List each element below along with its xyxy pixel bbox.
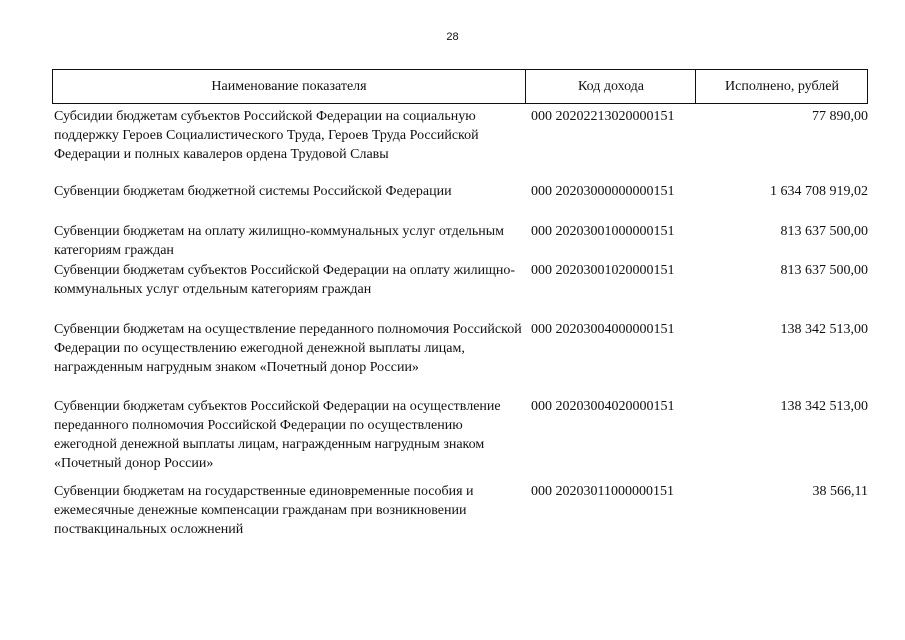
row-amount: 813 637 500,00 bbox=[780, 224, 868, 239]
header-amount: Исполнено, рублей bbox=[695, 70, 868, 103]
row-code: 000 20203004020000151 bbox=[531, 399, 675, 414]
page-number: 28 bbox=[446, 31, 459, 43]
row-amount: 138 342 513,00 bbox=[780, 399, 868, 414]
row-code: 000 20203001000000151 bbox=[531, 224, 675, 239]
row-name: Субсидии бюджетам субъектов Российской Федерации на социальную поддержку Героев Социалистического Труда, Героев Труда Российской Федерации и полных кавалеров ордена Трудовой Славы bbox=[54, 109, 479, 162]
row-amount: 813 637 500,00 bbox=[780, 263, 868, 278]
row-name: Субвенции бюджетам на оплату жилищно-коммунальных услуг отдельным категориям граждан bbox=[54, 224, 505, 258]
row-code: 000 20203004000000151 bbox=[531, 322, 675, 337]
row-amount: 138 342 513,00 bbox=[780, 322, 868, 337]
row-code: 000 20203011000000151 bbox=[531, 484, 674, 499]
row-code: 000 20203000000000151 bbox=[531, 184, 675, 199]
row-amount: 1 634 708 919,02 bbox=[770, 184, 868, 199]
row-code: 000 20203001020000151 bbox=[531, 263, 675, 278]
table-header bbox=[52, 69, 868, 104]
header-code: Код дохода bbox=[525, 70, 696, 103]
row-name: Субвенции бюджетам бюджетной системы Российской Федерации bbox=[54, 184, 452, 199]
row-name: Субвенции бюджетам на осуществление переданного полномочия Российской Федерации по осуществлению ежегодной денежной выплаты лицам, награжденным нагрудным знаком «Почетный донор России» bbox=[54, 322, 522, 375]
revenue-table bbox=[52, 69, 868, 537]
row-name: Субвенции бюджетам субъектов Российской Федерации на осуществление переданного полномочия Российской Федерации по осуществлению ежегодной денежной выплаты лицам, награжденным нагрудным знаком «Почетный донор России» bbox=[54, 399, 501, 471]
header-name: Наименование показателя bbox=[211, 78, 367, 94]
row-amount: 77 890,00 bbox=[812, 109, 868, 124]
row-amount: 38 566,11 bbox=[812, 484, 868, 499]
row-name: Субвенции бюджетам субъектов Российской Федерации на оплату жилищно-коммунальных услуг отдельным категориям граждан bbox=[54, 263, 516, 297]
row-name: Субвенции бюджетам на государственные единовременные пособия и ежемесячные денежные компенсации гражданам при возникновении поствакцинальных осложнений bbox=[54, 484, 474, 537]
row-code: 000 20202213020000151 bbox=[531, 109, 675, 124]
